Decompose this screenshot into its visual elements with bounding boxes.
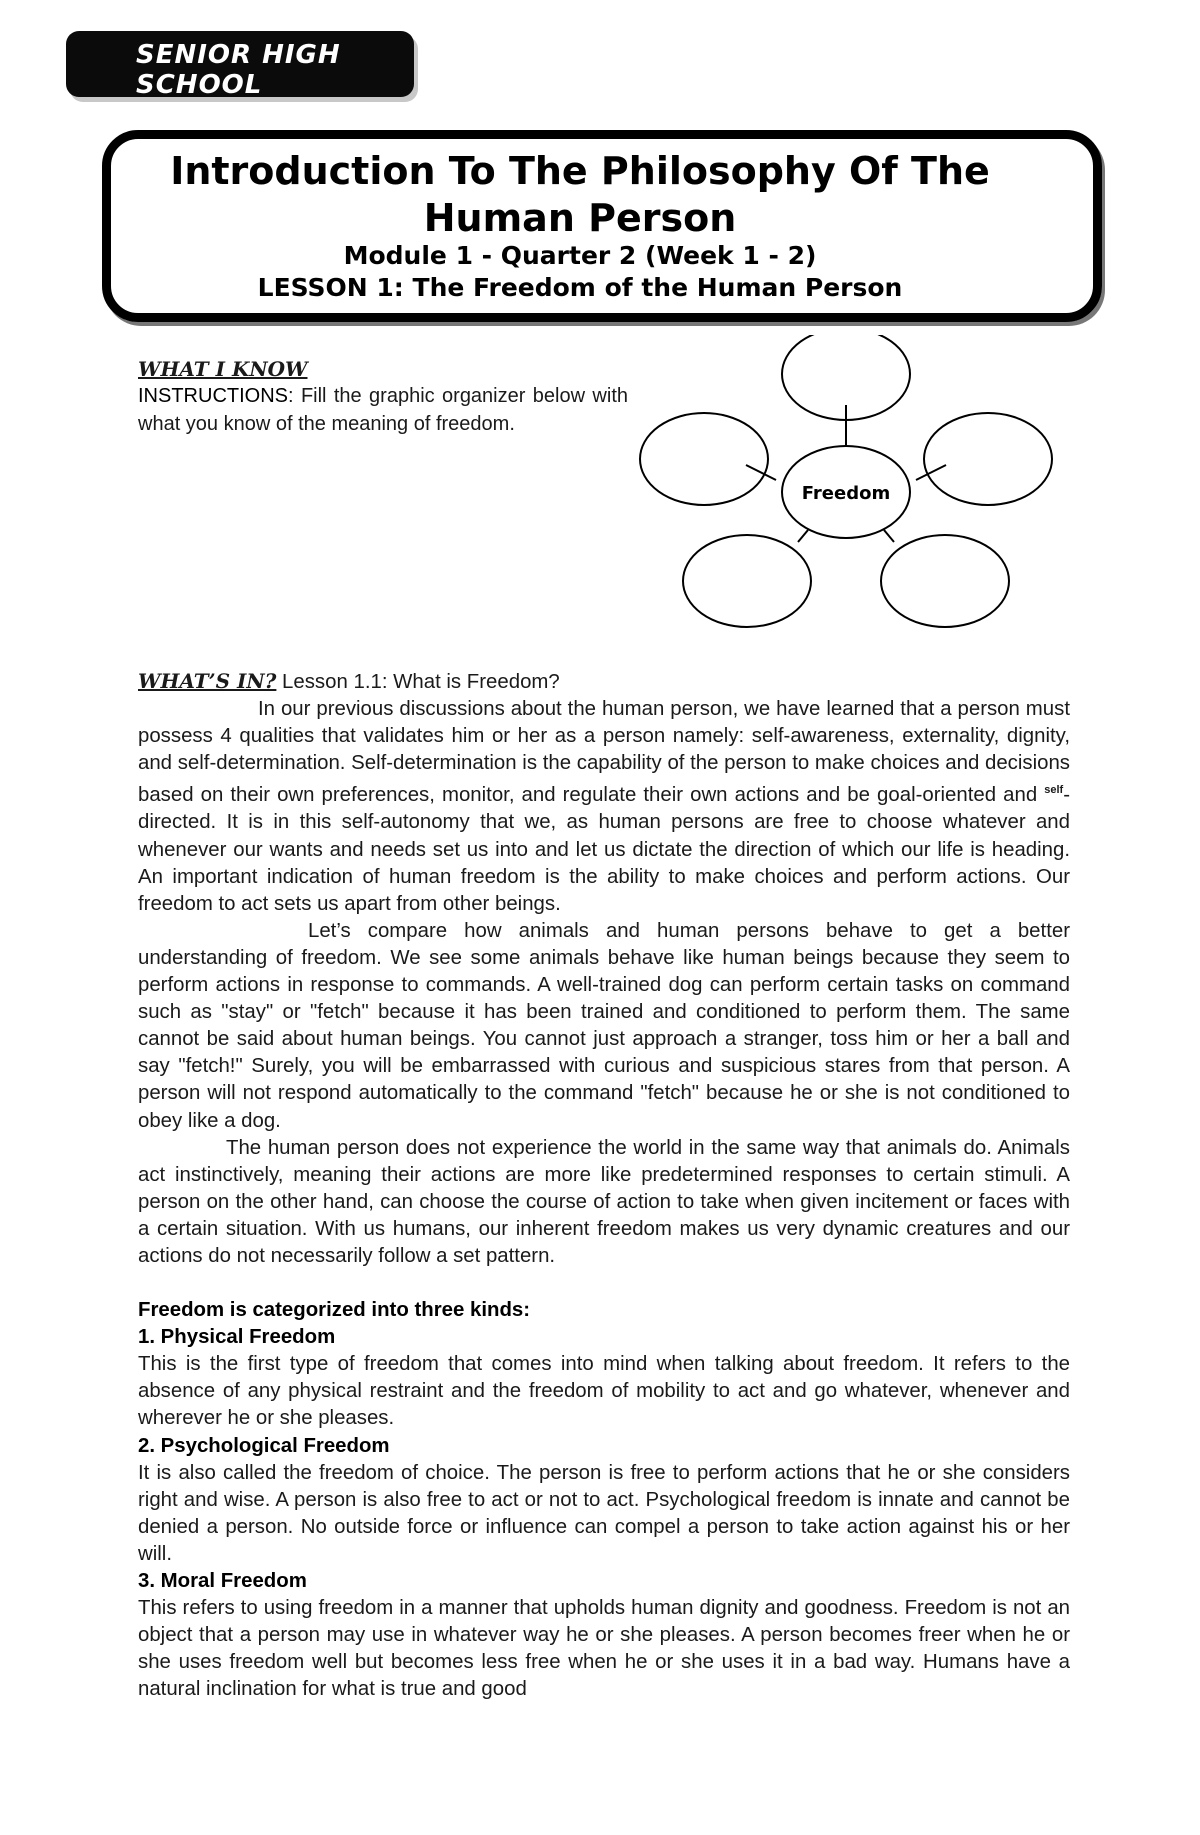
paragraph-1-part-b: -directed. It is in this self-autonomy that we, as human persons are free to choose whatever and whenever our wants and needs set us into and let us dictate the direction of which our life is heading. An important indication of human freedom is the ability to make choices and perform actions. Our freedom to act sets us apart from other beings. xyxy=(138,784,1070,915)
organizer-bubble-bottom-right[interactable] xyxy=(881,535,1009,627)
what-i-know-section xyxy=(138,356,628,438)
kind-1-text: This is the first type of freedom that comes into mind when talking about freedom. It refers to the absence of any physical restraint and the freedom of mobility to act and go whatever, whenever and wherever he or she pleases. xyxy=(138,1353,1070,1430)
paragraph-1-superscript: self xyxy=(1044,784,1064,797)
school-level-badge xyxy=(66,31,414,97)
organizer-bubble-left[interactable] xyxy=(640,413,768,505)
paragraph-1 xyxy=(138,696,1070,918)
kind-2-text: It is also called the freedom of choice. The person is free to perform actions that he or she considers right and wise. A person is also free to act or not to act. Psychological freedom is innate and cannot be denied a person. No outside force or influence can compel a person to take action against his or her will. xyxy=(138,1461,1070,1565)
whats-in-lesson-title: Lesson 1.1: What is Freedom? xyxy=(276,671,560,693)
kinds-heading: Freedom is categorized into three kinds: xyxy=(138,1299,531,1322)
kind-2-title: 2. Psychological Freedom xyxy=(138,1434,390,1457)
paragraph-2: Let’s compare how animals and human persons behave to get a better understanding of freedom. We see some animals behave like human beings because they seem to perform actions in response to commands. A well-trained dog can perform certain tasks on command such as "stay" or "fetch" because it has been trained and conditioned to perform them. The same cannot be said about human beings. You cannot just approach a stranger, toss him or her a ball and say "fetch!" Surely, you will be embarrassed with curious and suspicious stares from that person. A person will not respond automatically to the command "fetch" because he or she is not conditioned to obey like a dog. xyxy=(138,919,1070,1132)
connector-bottom-left xyxy=(798,530,808,542)
lesson-body xyxy=(138,668,1070,1703)
whats-in-heading: WHAT’S IN? xyxy=(138,669,277,693)
organizer-bubble-right[interactable] xyxy=(924,413,1052,505)
kind-3-title: 3. Moral Freedom xyxy=(138,1570,307,1592)
connector-right xyxy=(916,465,946,480)
page-title: Introduction To The Philosophy Of The Human Person xyxy=(170,149,990,240)
school-level-label: SENIOR HIGH SCHOOL xyxy=(136,40,341,97)
organizer-bubble-bottom-left[interactable] xyxy=(683,535,811,627)
connector-bottom-right xyxy=(884,530,894,542)
freedom-graphic-organizer xyxy=(636,335,1056,635)
paragraph-3: The human person does not experience the world in the same way that animals do. Animals act instinctively, meaning their actions are more like predetermined responses to certain stimuli. A person on the other hand, can choose the course of action to take when given incitement or faces with a certain situation. With us humans, our inherent freedom makes us very dynamic creatures and our actions do not necessarily follow a set pattern. xyxy=(138,1136,1070,1267)
organizer-center-label: Freedom xyxy=(801,483,891,504)
paragraph-1-part-a: In our previous discussions about the human person, we have learned that a person must possess 4 qualities that validates him or her as a person namely: self-awareness, externality, dignity, and self-determination. Self-determination is the capability of the person to make choices and decisions based on their own preferences, monitor, and regulate their own actions and be goal-oriented and xyxy=(138,698,1070,807)
kind-3-text: This refers to using freedom in a manner that upholds human dignity and goodness. Freedom is not an object that a person may use in whatever way he or she pleases. A person becomes freer when he or she uses freedom well but becomes less free when he or she uses it in a bad way. Humans have a natural inclination for what is true and good xyxy=(138,1597,1070,1701)
module-subtitle: Module 1 - Quarter 2 (Week 1 - 2) xyxy=(343,241,817,270)
whats-in-line xyxy=(138,668,1070,696)
kind-1-title: 1. Physical Freedom xyxy=(138,1326,336,1349)
instructions-text: : Fill the graphic organizer below with what you know of the meaning of freedom. xyxy=(138,385,628,435)
instructions-label: INSTRUCTIONS xyxy=(138,385,288,407)
spacer xyxy=(138,1270,1070,1297)
lesson-title: LESSON 1: The Freedom of the Human Person xyxy=(257,273,903,302)
connector-left xyxy=(746,465,776,480)
what-i-know-heading: WHAT I KNOW xyxy=(138,357,308,381)
